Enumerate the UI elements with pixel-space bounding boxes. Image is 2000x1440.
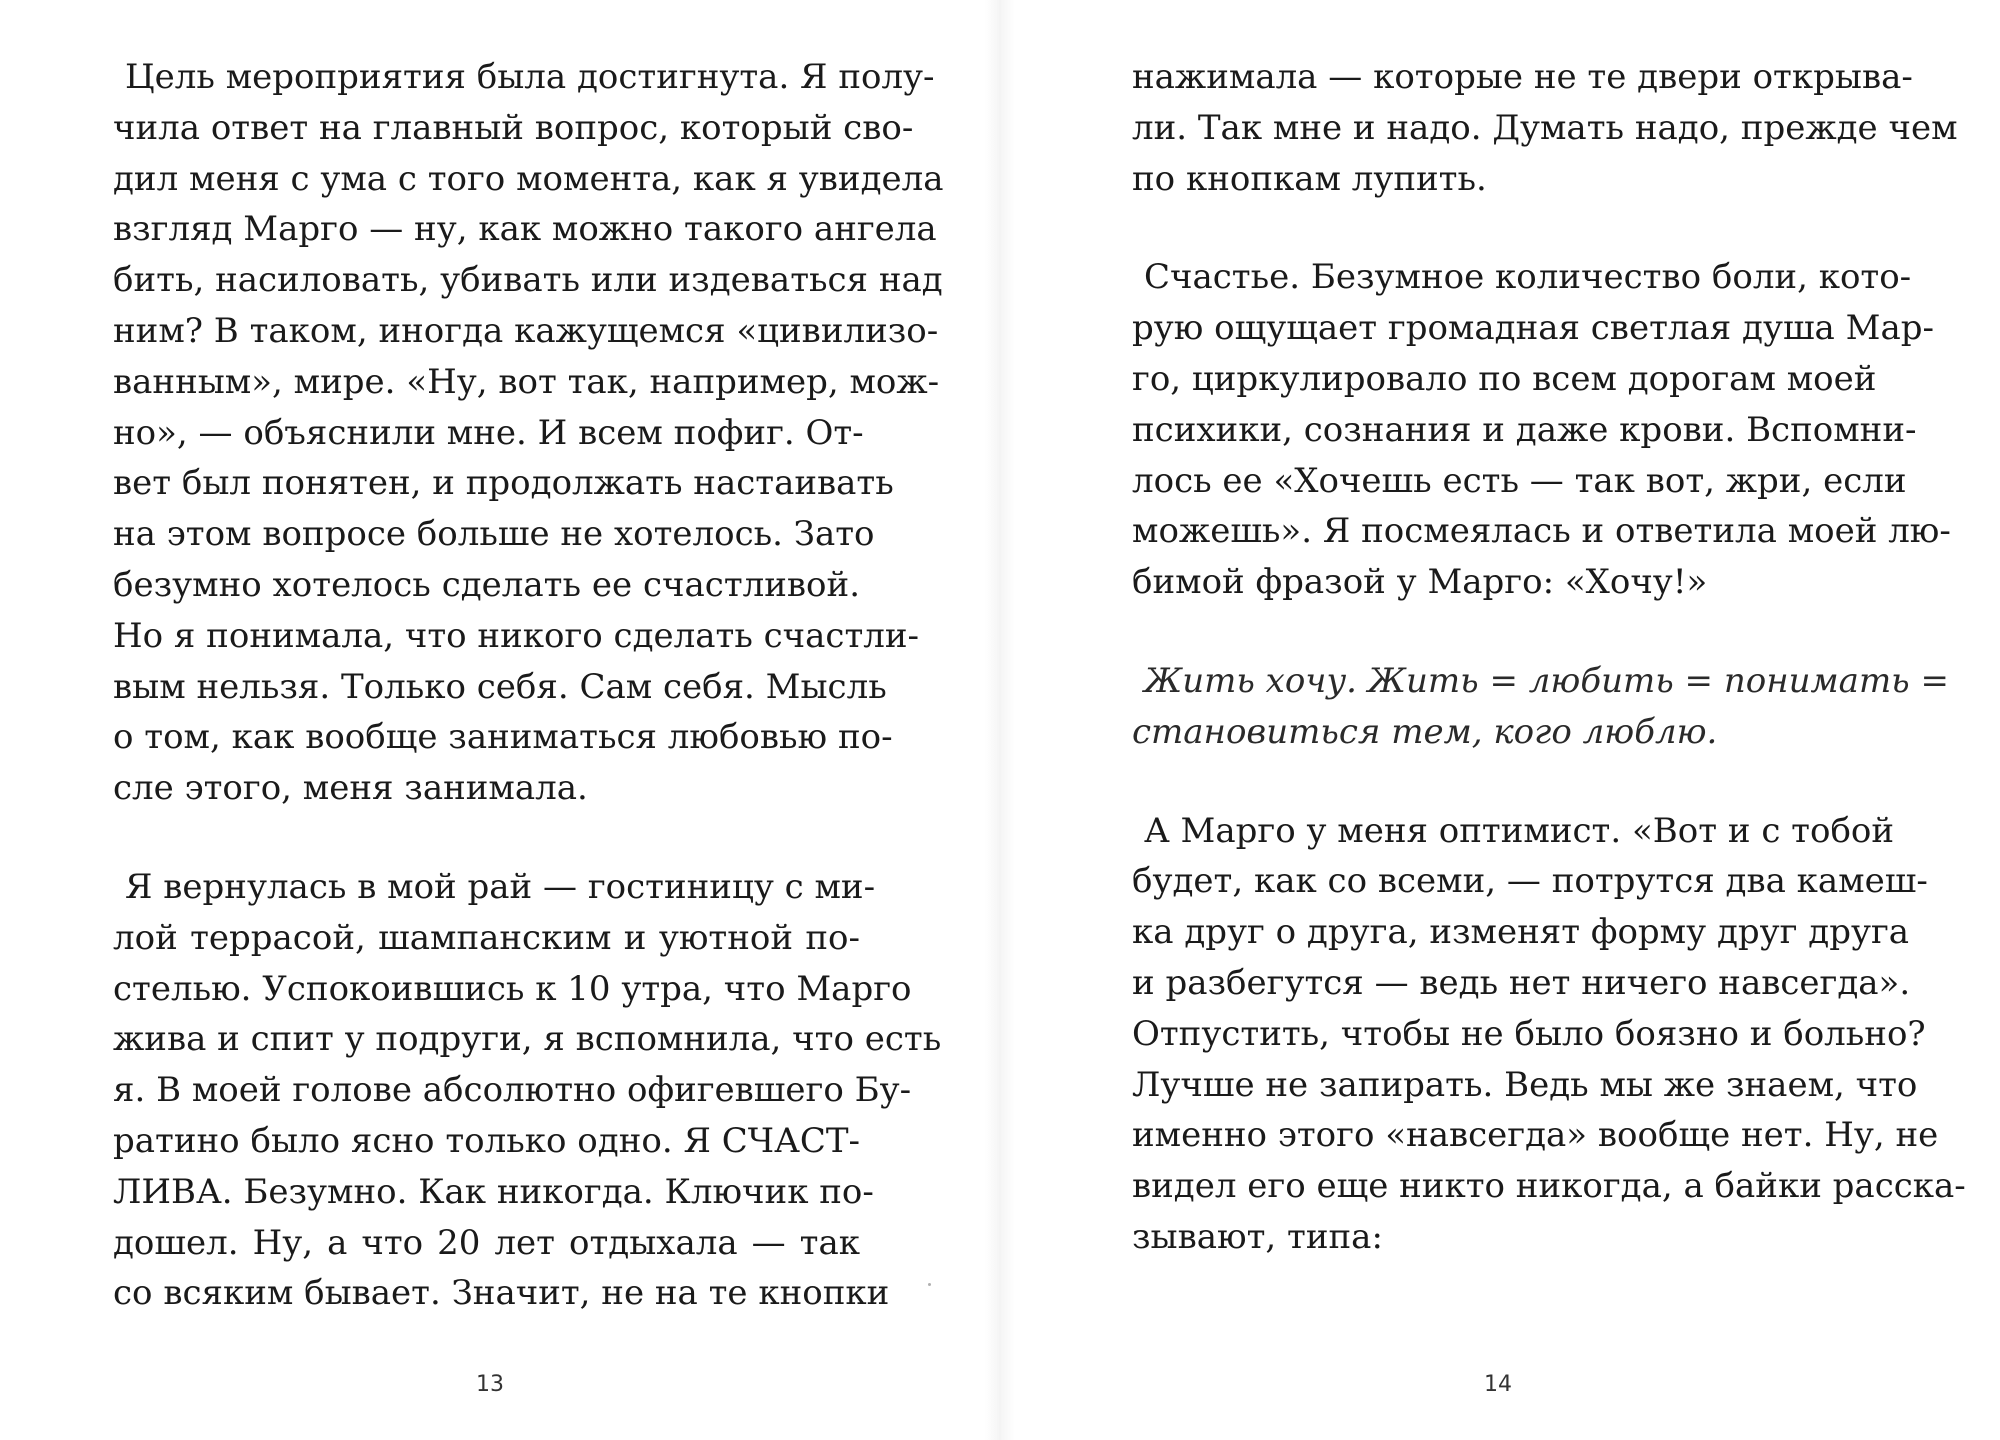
text-line: Лучше не запирать. Ведь мы же знаем, что (1132, 1064, 1918, 1105)
text-line: взгляд Марго — ну, как можно такого ангела (113, 209, 937, 250)
text-line: го, циркулировало по всем дорогам моей (1132, 358, 1877, 399)
text-line: ка друг о друга, изменят форму друг друга (1132, 912, 1910, 953)
text-line: вым нельзя. Только себя. Сам себя. Мысль (113, 666, 887, 707)
text-line: становиться тем, кого люблю. (1132, 711, 1718, 752)
page-number-right: 14 (1484, 1372, 1512, 1397)
text-line: жива и спит у подруги, я вспомнила, что есть (113, 1019, 942, 1060)
text-line: бить, насиловать, убивать или издеваться над (113, 260, 943, 301)
paragraph-gap (113, 814, 860, 862)
text-line: Цель мероприятия была достигнута. Я полу- (125, 57, 935, 97)
text-line: дил меня с ума с того момента, как я увидела (113, 158, 944, 199)
text-line: рую ощущает громадная светлая душа Мар- (1132, 308, 1934, 349)
page-number-left: 13 (476, 1372, 504, 1397)
text-line: чила ответ на главный вопрос, который сво- (113, 107, 914, 148)
left-page-text (113, 52, 944, 1319)
text-line: зывают, типа: (1132, 1216, 1383, 1257)
text-line: и разбегутся — ведь нет ничего навсегда». (1132, 962, 1911, 1003)
text-line: Я вернулась в мой рай — гостиницу с ми- (125, 866, 876, 907)
right-page (1000, 0, 2000, 1440)
text-line: на этом вопросе больше не хотелось. Зато (113, 514, 875, 555)
text-line: психики, сознания и даже крови. Вспомни- (1132, 409, 1917, 450)
text-line: будет, как со всеми, — потрутся два камеш- (1132, 861, 1928, 902)
text-line: А Марго у меня оптимист. «Вот и с тобой (1144, 810, 1895, 851)
text-line: Жить хочу. Жить = любить = понимать = (1144, 660, 1949, 701)
text-line: можешь». Я посмеялась и ответила моей лю- (1132, 511, 1951, 552)
text-line: ЛИВА. Безумно. Как никогда. Ключик по- (113, 1171, 874, 1212)
text-line: именно этого «навсегда» вообще нет. Ну, не (1132, 1115, 1939, 1156)
left-paragraph-1 (113, 52, 944, 814)
right-paragraph-4 (1132, 806, 1966, 1263)
text-line: ванным», мире. «Ну, вот так, например, мож- (113, 361, 940, 402)
text-line: вет был понятен, и продолжать настаивать (113, 463, 894, 504)
text-line: нажимала — которые не те двери открыва- (1132, 57, 1913, 97)
text-line: ли. Так мне и надо. Думать надо, прежде чем (1132, 107, 1958, 148)
paragraph-gap (1132, 204, 1872, 252)
text-line: лой террасой, шампанским и уютной по- (113, 917, 860, 958)
paragraph-gap (1132, 608, 1872, 656)
text-line: Счастье. Безумное количество боли, кото- (1144, 257, 1912, 298)
text-line: но», — объяснили мне. И всем пофиг. От- (113, 412, 864, 453)
text-line: дошел. Ну, а что 20 лет отдыхала — так (113, 1222, 860, 1263)
text-line: ним? В таком, иногда кажущемся «цивилизо- (113, 310, 939, 351)
text-line: Но я понимала, что никого сделать счастли- (113, 615, 920, 656)
text-line: видел его еще никто никогда, а байки расска- (1132, 1166, 1966, 1207)
text-line: бимой фразой у Марго: «Хочу!» (1132, 562, 1708, 603)
text-line: о том, как вообще заниматься любовью по- (113, 717, 893, 758)
left-paragraph-2 (113, 862, 942, 1319)
right-page-text (1132, 52, 1966, 1263)
text-line: Отпустить, чтобы не было боязно и больно? (1132, 1013, 1926, 1054)
right-paragraph-1 (1132, 52, 1958, 204)
text-line: стелью. Успокоившись к 10 утра, что Марго (113, 968, 912, 1009)
right-paragraph-2 (1132, 252, 1951, 608)
paragraph-gap (1132, 758, 1872, 806)
text-line: лось ее «Хочешь есть — так вот, жри, если (1132, 460, 1907, 501)
text-line: по кнопкам лупить. (1132, 158, 1487, 199)
text-line: ратино было ясно только одно. Я СЧАСТ- (113, 1120, 860, 1161)
right-paragraph-italic (1132, 656, 1949, 758)
text-line: сле этого, меня занимала. (113, 768, 588, 809)
text-line: я. В моей голове абсолютно офигевшего Бу- (113, 1070, 912, 1111)
paper-speck (928, 1283, 931, 1286)
text-line: безумно хотелось сделать ее счастливой. (113, 564, 860, 605)
text-line: со всяким бывает. Значит, не на те кнопки (113, 1273, 890, 1314)
